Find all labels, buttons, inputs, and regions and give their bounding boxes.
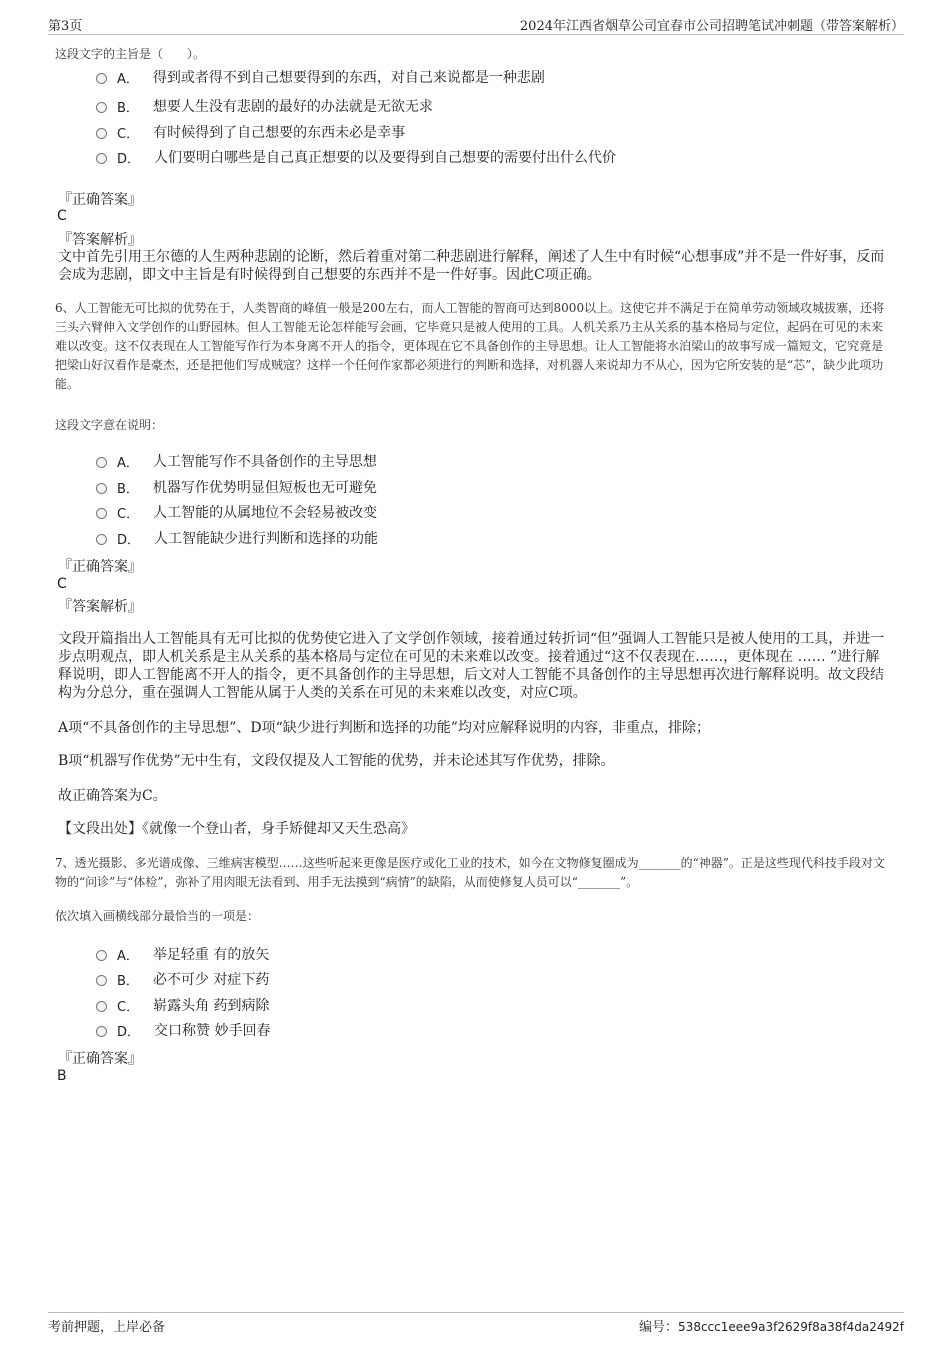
q7-stem: 7、透光摄影、多光谱成像、三维病害模型……这些听起来更像是医疗或化工业的技术，如今在文物修复圈成为_______的“神器”。正是这些现代科技手段对文物的“问诊”与“体检”，弥补了用肉眼无法看到、用手无法摸到“病情”的缺陷，从而使修复人员可以“_______”。 [55, 856, 885, 889]
q7-prompt: 依次填入画横线部分最恰当的一项是： [55, 909, 260, 923]
page-header [48, 12, 904, 35]
q5-option-a[interactable]: A． 得到或者得不到自己想要得到的东西，对自己来说都是一种悲剧 [96, 67, 545, 87]
q7-answer-label: 『正确答案』 [58, 1051, 142, 1067]
radio-icon[interactable] [96, 457, 107, 468]
q6-analysis-label: 『答案解析』 [58, 599, 142, 615]
q6-stem: 6、人工智能无可比拟的优势在于，人类智商的峰值一般是200左右，而人工智能的智商可达到8000以上。这使它并不满足于在简单劳动领域攻城拔寨，还将三头六臂伸入文学创作的山野园林。但人工智能无论怎样能写会画，它毕竟只是被人使用的工具。人机关系乃主从关系的基本格局与定位，起码在可见的未来难以改变。这不仅表现在人工智能写作行为本身离不开人的指令，更体现在它不具备创作的主导思想。让人工智能将水泊梁山的故事写成一篇短文，它究竟是把梁山好汉看作是豪杰，还是把他们写成贼寇？这样一个任何作家都必须进行的判断和选择，对机器人来说却力不从心，因为它所安装的是“芯”，缺少此项功能。 [55, 301, 885, 391]
radio-icon[interactable] [96, 128, 107, 139]
q5-answer-label: 『正确答案』 [58, 192, 142, 208]
radio-icon[interactable] [96, 975, 107, 986]
document-title: 2024年江西省烟草公司宜春市公司招聘笔试冲刺题（带答案解析） [519, 19, 904, 34]
radio-icon[interactable] [96, 153, 107, 164]
q6-analysis-p3: B项“机器写作优势”无中生有，文段仅提及人工智能的优势，并未论述其写作优势，排除。 [58, 753, 615, 769]
q6-analysis-p1: 文段开篇指出人工智能具有无可比拟的优势使它进入了文学创作领域，接着通过转折词“但”强调人工智能只是被人使用的工具，并进一步点明观点，即人机关系是主从关系的基本格局与定位在可见的未来难以改变。接着通过“这不仅表现在……，更体现在 …… ”进行解释说明，即人工智能离不开人的指令，更不具备创作的主导思想，后文对人工智能不具备创作的主导思想再次进行解释说明。故文段结构为分总分，重在强调人工智能从属于人类的关系在可见的未来难以改变，对应C项。 [58, 631, 885, 701]
q6-option-a[interactable]: A． 人工智能写作不具备创作的主导思想 [96, 451, 377, 471]
q6-analysis-p2: A项“不具备创作的主导思想”、D项“缺少进行判断和选择的功能”均对应解释说明的内容，非重点，排除； [58, 720, 710, 736]
q6-answer: C [57, 576, 67, 592]
radio-icon[interactable] [96, 483, 107, 494]
radio-icon[interactable] [96, 102, 107, 113]
q6-answer-label: 『正确答案』 [58, 559, 142, 575]
q5-analysis-label: 『答案解析』 [58, 232, 142, 248]
radio-icon[interactable] [96, 534, 107, 545]
q5-option-c[interactable]: C． 有时候得到了自己想要的东西未必是幸事 [96, 122, 405, 142]
q5-prompt: 这段文字的主旨是（ ）。 [55, 47, 206, 61]
q7-option-b[interactable]: B． 必不可少 对症下药 [96, 969, 269, 989]
q6-option-b[interactable]: B． 机器写作优势明显但短板也无可避免 [96, 477, 377, 497]
q7-answer: B [57, 1068, 67, 1084]
radio-icon[interactable] [96, 1026, 107, 1037]
q7-option-d[interactable]: D． 交口称赞 妙手回春 [96, 1020, 270, 1040]
q7-option-c[interactable]: C． 崭露头角 药到病除 [96, 995, 270, 1015]
q6-source: 【文段出处】《就像一个登山者，身手矫健却又天生恐高》 [58, 821, 415, 837]
document-code: 编号：538ccc1eee9a3f2629f8a38f4da2492f [639, 1320, 904, 1335]
q6-option-c[interactable]: C． 人工智能的从属地位不会轻易被改变 [96, 502, 377, 522]
fill-blank: _______ [577, 875, 620, 889]
q6-prompt: 这段文字意在说明： [55, 418, 164, 432]
q5-answer: C [57, 208, 67, 224]
radio-icon[interactable] [96, 950, 107, 961]
footer-slogan: 考前押题，上岸必备 [48, 1320, 166, 1335]
radio-icon[interactable] [96, 508, 107, 519]
q7-option-a[interactable]: A． 举足轻重 有的放矢 [96, 944, 269, 964]
q6-option-d[interactable]: D． 人工智能缺少进行判断和选择的功能 [96, 528, 378, 548]
q5-option-b[interactable]: B． 想要人生没有悲剧的最好的办法就是无欲无求 [96, 96, 433, 116]
radio-icon[interactable] [96, 1001, 107, 1012]
q5-option-d[interactable]: D． 人们要明白哪些是自己真正想要的以及要得到自己想要的需要付出什么代价 [96, 147, 616, 167]
page-number: 第3页 [48, 19, 83, 34]
q6-analysis-p4: 故正确答案为C。 [58, 788, 167, 804]
fill-blank: _______ [638, 856, 681, 870]
radio-icon[interactable] [96, 73, 107, 84]
page-footer [48, 1312, 904, 1337]
q5-analysis: 文中首先引用王尔德的人生两种悲剧的论断，然后着重对第二种悲剧进行解释，阐述了人生中有时候“心想事成”并不是一件好事，反而会成为悲剧，即文中主旨是有时候得到自己想要的东西并不是一件好事。因此C项正确。 [58, 249, 885, 283]
